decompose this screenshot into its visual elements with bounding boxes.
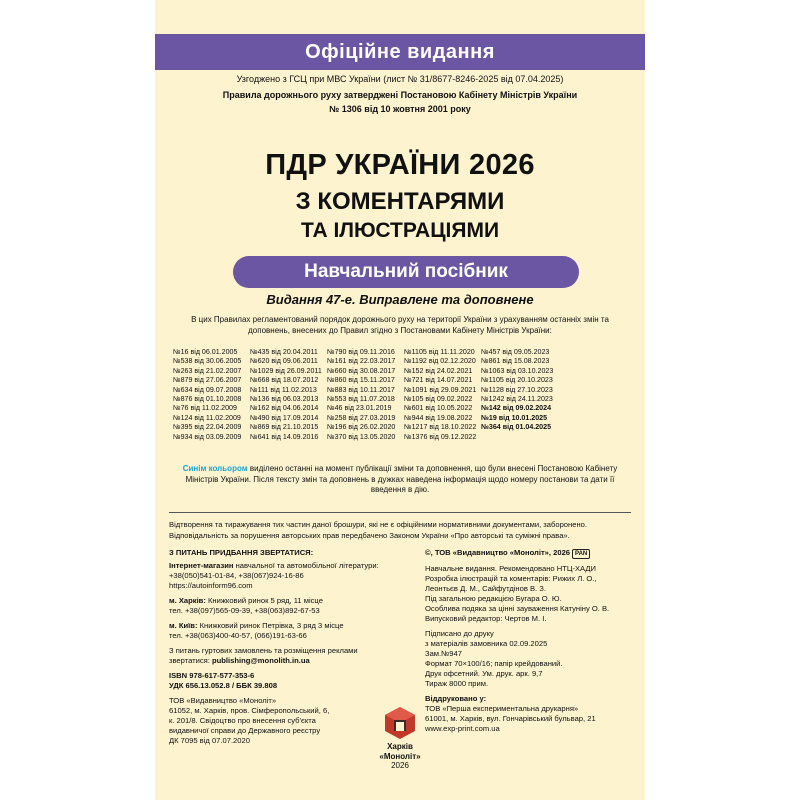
- shop-line: [169, 561, 419, 571]
- decree-item: №435 від 20.04.2011: [250, 348, 318, 356]
- pan-badge: PAN: [572, 549, 590, 559]
- decree-item: №1192 від 02.12.2020: [404, 357, 476, 366]
- decree-item: №457 від 09.05.2023: [481, 348, 550, 356]
- decree-item: №105 від 09.02.2022: [404, 395, 473, 404]
- purchase-info: [169, 548, 419, 746]
- decree-item: №1128 від 27.10.2023: [481, 385, 553, 394]
- wholesale-prefix: звертатися:: [169, 656, 213, 665]
- copyright-text: ©, ТОВ «Видавництво «Моноліт», 2026: [425, 548, 571, 557]
- printer-name: ТОВ «Перша експериментальна друкарня»: [425, 704, 579, 713]
- decree-item: №1091 від 29.09.2021: [404, 385, 477, 394]
- credit-4: Під загальною редакцією Бугара О. Ю.: [425, 594, 562, 603]
- printer-address: 61001, м. Харків, вул. Гончарівський бульвар, 21: [425, 714, 596, 723]
- decree-item: №196 від 26.02.2020: [327, 423, 396, 432]
- decree-item: №934 від 03.09.2009: [173, 432, 242, 441]
- logo-city: Харків: [387, 742, 413, 751]
- decree-item: №142 від 09.02.2024: [481, 404, 552, 413]
- decree-item: №161 від 22.03.2017: [327, 357, 396, 366]
- book-page: [155, 0, 645, 800]
- decree-item: №490 від 17.09.2014: [250, 413, 319, 422]
- decree-item: №790 від 09.11.2016: [327, 348, 395, 356]
- decree-item: №553 від 11.07.2018: [327, 395, 395, 404]
- decree-item: №1376 від 09.12.2022: [404, 432, 477, 441]
- shop-label: Інтернет-магазин: [169, 561, 234, 570]
- edition-line: Видання 47-е. Виправлене та доповнене: [266, 292, 534, 307]
- isbn: ISBN 978-617-577-353-6: [169, 671, 255, 680]
- purchase-header: З ПИТАНЬ ПРИДБАННЯ ЗВЕРТАТИСЯ:: [169, 548, 314, 557]
- decree-item: №641 від 14.09.2016: [250, 432, 319, 441]
- print-type: Друк офсетний. Ум. друк. арк. 9,7: [425, 669, 543, 678]
- decree-item: №660 від 30.08.2017: [327, 366, 396, 375]
- decree-item: №1242 від 24.11.2023: [481, 395, 553, 404]
- decree-item: №1217 від 18.10.2022: [404, 423, 477, 432]
- copyright-line: [425, 548, 640, 559]
- decree-item: №124 від 11.02.2009: [173, 413, 241, 422]
- publisher-registry: видавничої справи до Державного реєстру: [169, 726, 321, 735]
- decree-item: №16 від 06.01.2005: [173, 348, 238, 356]
- kyiv-address: Книжковий ринок Петрівка, 3 ряд 3 місце: [197, 621, 344, 630]
- book-title-line-1: ПДР УКРАЇНИ 2026: [265, 149, 535, 181]
- imprint-divider: [169, 512, 631, 513]
- decree-item: №370 від 13.05.2020: [327, 432, 396, 441]
- decree-item: №1063 від 03.10.2023: [481, 366, 554, 375]
- shop-desc: навчальної та автомобільної літератури:: [233, 561, 379, 570]
- decree-item: №944 від 19.08.2022: [404, 413, 473, 422]
- decree-item: №19 від 10.01.2025: [481, 413, 548, 422]
- signed-2: з матеріалів замовника 02.09.2025: [425, 639, 548, 648]
- decree-item: №869 від 21.10.2015: [250, 423, 319, 432]
- rules-line-2: № 1306 від 10 жовтня 2001 року: [329, 104, 471, 114]
- decree-item: №668 від 18.07.2012: [250, 376, 319, 385]
- kyiv-city: м. Київ:: [169, 621, 198, 630]
- logo-caption: [365, 742, 435, 771]
- book-title-line-2: З КОМЕНТАРЯМИ: [295, 188, 505, 215]
- decree-item: №861 від 15.08.2023: [481, 357, 550, 366]
- decree-item: №152 від 24.02.2021: [404, 366, 473, 375]
- kyiv-phones: тел. +38(063)400-40-57, (066)191-63-66: [169, 631, 307, 640]
- decree-item: №538 від 30.06.2005: [173, 357, 242, 366]
- decree-item: №601 від 10.05.2022: [404, 404, 473, 413]
- order-number: Зам.№947: [425, 649, 462, 658]
- wholesale-line-1: З питань гуртових замовлень та розміщення реклами: [169, 646, 358, 655]
- credits-info: [425, 548, 640, 734]
- color-note: [155, 464, 645, 496]
- printer-url: www.exp-print.com.ua: [425, 724, 500, 733]
- decree-item: №721 від 14.07.2021: [404, 376, 473, 385]
- credit-3: Леонтьєв Д. М., Сайфутдінов В. З.: [425, 584, 546, 593]
- wholesale-email: publishing@monolith.in.ua: [212, 656, 310, 665]
- decree-item: №879 від 27.06.2007: [173, 376, 242, 385]
- intro-paragraph: В цих Правилах регламентований порядок дорожнього руху на території України з урахуванням останніх змін та доповнень, внесених до Правил згідно з Постановами Кабінету Міністрів України:: [191, 315, 609, 335]
- kharkiv-address: Книжковий ринок 5 ряд, 11 місце: [205, 596, 323, 605]
- decree-item: №860 від 15.11.2017: [327, 376, 395, 385]
- decrees-table: [173, 348, 633, 442]
- rules-approval: [155, 88, 645, 116]
- publisher-room: к. 201/8. Свідоцтво про внесення суб'єкта: [169, 716, 316, 725]
- decree-item: №162 від 04.06.2014: [250, 404, 319, 413]
- decree-item: №620 від 09.06.2011: [250, 357, 318, 366]
- rules-line-1: Правила дорожнього руху затверджені Постановою Кабінету Міністрів України: [222, 90, 578, 100]
- decree-column: [327, 348, 402, 442]
- credit-5: Особлива подяка за цінні зауваження Катуніну О. В.: [425, 604, 610, 613]
- print-run: Тираж 8000 прим.: [425, 679, 489, 688]
- decree-item: №1105 від 11.11.2020: [404, 348, 475, 356]
- decree-item: №634 від 09.07.2008: [173, 385, 242, 394]
- decree-item: №883 від 10.11.2017: [327, 385, 395, 394]
- decree-item: №263 від 21.02.2007: [173, 366, 242, 375]
- decree-column: [404, 348, 479, 442]
- publisher-name: ТОВ «Видавництво «Моноліт»: [169, 696, 277, 705]
- decree-column: [250, 348, 325, 442]
- color-note-text: виділено останні на момент публікації зміни та доповнення, що були внесені Постановою Кабінету Міністрів України. Після тексту змін та доповнень в дужках наведена інформація щодо номеру постанови та дати її введення в дію.: [185, 464, 618, 494]
- decree-item: №136 від 06.03.2013: [250, 395, 319, 404]
- credit-1: Навчальне видання. Рекомендовано НТЦ-ХАДИ: [425, 564, 596, 573]
- official-edition-banner: Офіційне видання: [155, 34, 645, 70]
- monolith-cube-logo-icon: [383, 706, 417, 740]
- kharkiv-line: [169, 596, 419, 606]
- publisher-address: 61052, м. Харків, пров. Сімферопольський, 6,: [169, 706, 330, 715]
- decree-item: №46 від 23.01.2019: [327, 404, 392, 413]
- decree-item: №395 від 22.04.2009: [173, 423, 242, 432]
- subtitle-pill: Навчальний посібник: [233, 256, 579, 288]
- logo-name: «Моноліт»: [379, 751, 421, 761]
- agreement-line: Узгоджено з ГСЦ при МВС України (лист № 31/8677-8246-2025 від 07.04.2025): [236, 74, 564, 84]
- wholesale-line-2: [169, 656, 419, 666]
- blue-highlight-label: Синім кольором: [182, 464, 248, 473]
- decree-item: №364 від 01.04.2025: [481, 423, 552, 432]
- decree-item: №258 від 27.03.2019: [327, 413, 396, 422]
- logo-year: 2026: [391, 761, 409, 770]
- decree-column: [481, 348, 556, 442]
- kharkiv-city: м. Харків:: [169, 596, 206, 605]
- credit-2: Розробка ілюстрацій та коментарів: Рижих Л. О.,: [425, 574, 597, 583]
- publisher-license: ДК 7095 від 07.07.2020: [169, 736, 250, 745]
- decree-item: №876 від 01.10.2008: [173, 395, 242, 404]
- decree-item: №76 від 11.02.2009: [173, 404, 237, 413]
- kharkiv-phones: тел. +38(097)565-09-39, +38(063)892-67-53: [169, 606, 320, 615]
- book-title-line-3: ТА ІЛЮСТРАЦІЯМИ: [300, 219, 500, 242]
- shop-url: https://autoinform96.com: [169, 581, 253, 590]
- decree-item: №111 від 11.02.2013: [250, 385, 317, 394]
- kyiv-line: [169, 621, 419, 631]
- format: Формат 70×100/16; папір крейдований.: [425, 659, 563, 668]
- decree-column: [173, 348, 248, 442]
- decree-item: №1029 від 26.09.2011: [250, 366, 322, 375]
- signed-1: Підписано до друку: [425, 629, 494, 638]
- udk-bbk: УДК 656.13.052.8 / ББК 39.808: [169, 681, 278, 690]
- reproduction-notice: Відтворення та тиражування тих частин даної брошури, які не є офіційними нормативними документами, заборонено. Відповідальність за порушення авторських прав передбачено Законом України «Про авторські та суміжні права».: [169, 520, 587, 540]
- decree-item: №1105 від 20.10.2023: [481, 376, 553, 385]
- printed-at: Віддруковано у:: [425, 694, 487, 703]
- credit-6: Випусковий редактор: Чертов М. І.: [425, 614, 547, 623]
- shop-phones: +38(050)541-01-84, +38(067)924-16-86: [169, 571, 304, 580]
